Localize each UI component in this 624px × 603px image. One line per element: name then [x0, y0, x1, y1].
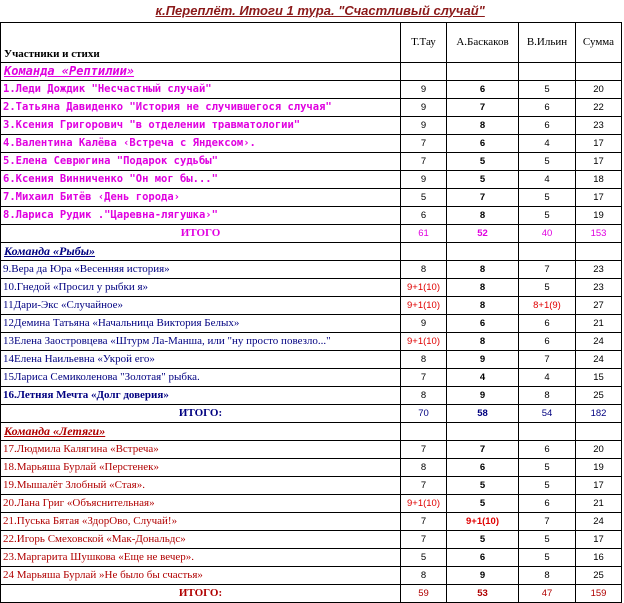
score-cell-c[interactable]: 8+1(9) — [519, 297, 576, 315]
table-row — [1, 333, 622, 351]
score-cell-b[interactable]: 5 — [447, 153, 519, 171]
table-row — [1, 315, 622, 333]
table-row — [1, 81, 622, 99]
table-row — [1, 477, 622, 495]
participant-cell[interactable]: 22.Игорь Смеховской «Мак-Дональдс» — [1, 531, 401, 549]
table-row — [1, 441, 622, 459]
score-cell-a[interactable]: 9+1(10) — [401, 333, 447, 351]
participant-cell[interactable]: 5.Елена Севрюгина "Подарок судьбы" — [1, 153, 401, 171]
total-cell-c[interactable]: 47 — [519, 585, 576, 603]
score-cell-c[interactable]: 8 — [519, 567, 576, 585]
sheet-title: к.Переплёт. Итоги 1 тура. "Счастливый случай" — [155, 2, 485, 18]
score-cell-c[interactable]: 5 — [519, 153, 576, 171]
score-cell-s[interactable]: 17 — [576, 531, 622, 549]
score-cell-s[interactable]: 19 — [576, 459, 622, 477]
table-row — [1, 387, 622, 405]
score-cell-a[interactable]: 8 — [401, 261, 447, 279]
score-cell-a[interactable]: 9 — [401, 171, 447, 189]
title-cell[interactable] — [1, 0, 622, 23]
score-cell-b[interactable]: 8 — [447, 279, 519, 297]
participant-cell[interactable]: 1.Леди Дождик "Несчастный случай" — [1, 81, 401, 99]
empty-cell[interactable] — [519, 63, 576, 81]
total-cell-s[interactable]: 182 — [576, 405, 622, 423]
score-cell-b[interactable]: 7 — [447, 441, 519, 459]
score-cell-c[interactable]: 6 — [519, 99, 576, 117]
score-cell-s[interactable]: 22 — [576, 99, 622, 117]
participant-cell[interactable]: 17.Людмила Калягина «Встреча» — [1, 441, 401, 459]
score-cell-a[interactable]: 9+1(10) — [401, 297, 447, 315]
empty-cell[interactable] — [401, 63, 447, 81]
total-cell-c[interactable]: 40 — [519, 225, 576, 243]
empty-cell[interactable] — [401, 243, 447, 261]
score-cell-a[interactable]: 9 — [401, 117, 447, 135]
total-label[interactable]: ИТОГО — [1, 225, 401, 243]
score-cell-b[interactable]: 7 — [447, 99, 519, 117]
score-cell-a[interactable]: 8 — [401, 351, 447, 369]
header-col-ilyin[interactable]: В.Ильин — [519, 23, 576, 63]
score-cell-b[interactable]: 8 — [447, 117, 519, 135]
participant-cell[interactable]: 8.Лариса Рудик ."Царевна-лягушка›" — [1, 207, 401, 225]
participant-cell[interactable]: 4.Валентина Калёва ‹Встреча с Яндексом›. — [1, 135, 401, 153]
score-cell-c[interactable]: 6 — [519, 441, 576, 459]
total-row — [1, 225, 622, 243]
total-label[interactable]: ИТОГО: — [1, 405, 401, 423]
total-cell-a[interactable]: 61 — [401, 225, 447, 243]
participant-cell[interactable]: 24 Марьяша Бурлай »Не было бы счастья» — [1, 567, 401, 585]
empty-cell[interactable] — [519, 243, 576, 261]
score-cell-b[interactable]: 9 — [447, 567, 519, 585]
score-cell-b[interactable]: 9 — [447, 351, 519, 369]
score-cell-b[interactable]: 4 — [447, 369, 519, 387]
score-cell-c[interactable]: 6 — [519, 315, 576, 333]
score-cell-s[interactable]: 17 — [576, 135, 622, 153]
score-cell-c[interactable]: 5 — [519, 279, 576, 297]
score-cell-a[interactable]: 7 — [401, 531, 447, 549]
participant-cell[interactable]: 3.Ксения Григорович "в отделении травматологии" — [1, 117, 401, 135]
score-cell-c[interactable]: 5 — [519, 531, 576, 549]
total-cell-b[interactable]: 53 — [447, 585, 519, 603]
empty-cell[interactable] — [576, 243, 622, 261]
score-cell-a[interactable]: 5 — [401, 189, 447, 207]
score-cell-a[interactable]: 8 — [401, 459, 447, 477]
score-cell-s[interactable]: 17 — [576, 189, 622, 207]
score-cell-s[interactable]: 17 — [576, 477, 622, 495]
empty-cell[interactable] — [519, 423, 576, 441]
score-cell-b[interactable]: 6 — [447, 81, 519, 99]
score-cell-s[interactable]: 25 — [576, 567, 622, 585]
empty-cell[interactable] — [576, 63, 622, 81]
participant-cell[interactable]: 19.Мышалёт Злобный «Стая». — [1, 477, 401, 495]
score-cell-s[interactable]: 16 — [576, 549, 622, 567]
total-cell-a[interactable]: 59 — [401, 585, 447, 603]
score-cell-c[interactable]: 6 — [519, 333, 576, 351]
score-cell-a[interactable]: 7 — [401, 441, 447, 459]
score-cell-c[interactable]: 6 — [519, 117, 576, 135]
score-cell-b[interactable]: 5 — [447, 171, 519, 189]
table-row — [1, 171, 622, 189]
table-row — [1, 567, 622, 585]
score-cell-b[interactable]: 5 — [447, 495, 519, 513]
empty-cell[interactable] — [447, 63, 519, 81]
score-cell-c[interactable]: 7 — [519, 261, 576, 279]
table-row — [1, 207, 622, 225]
total-cell-s[interactable]: 159 — [576, 585, 622, 603]
score-cell-s[interactable]: 24 — [576, 513, 622, 531]
score-cell-b[interactable]: 5 — [447, 477, 519, 495]
table-row — [1, 495, 622, 513]
score-cell-b[interactable]: 7 — [447, 189, 519, 207]
participant-cell[interactable]: 6.Ксения Винниченко "Он мог бы..." — [1, 171, 401, 189]
empty-cell[interactable] — [401, 423, 447, 441]
total-row — [1, 405, 622, 423]
header-col-sum[interactable]: Сумма — [576, 23, 622, 63]
score-cell-b[interactable]: 8 — [447, 333, 519, 351]
score-cell-c[interactable]: 5 — [519, 189, 576, 207]
score-cell-b[interactable]: 9+1(10) — [447, 513, 519, 531]
score-cell-s[interactable]: 24 — [576, 333, 622, 351]
participant-cell[interactable]: 23.Маргарита Шушкова «Еще не вечер». — [1, 549, 401, 567]
participant-cell[interactable]: 18.Марьяша Бурлай «Перстенек» — [1, 459, 401, 477]
empty-cell[interactable] — [447, 243, 519, 261]
score-cell-b[interactable]: 6 — [447, 135, 519, 153]
table-row — [1, 279, 622, 297]
table-row — [1, 513, 622, 531]
table-row — [1, 531, 622, 549]
score-cell-c[interactable]: 5 — [519, 459, 576, 477]
total-label[interactable]: ИТОГО: — [1, 585, 401, 603]
score-cell-a[interactable]: 7 — [401, 369, 447, 387]
team-name[interactable]: Команда «Рептилии» — [1, 63, 401, 81]
score-cell-c[interactable]: 5 — [519, 549, 576, 567]
header-col-baskakov[interactable]: А.Баскаков — [447, 23, 519, 63]
score-cell-c[interactable]: 5 — [519, 81, 576, 99]
empty-cell[interactable] — [447, 423, 519, 441]
score-cell-s[interactable]: 18 — [576, 171, 622, 189]
participant-cell[interactable]: 2.Татьяна Давиденко "История не случившегося случая" — [1, 99, 401, 117]
score-cell-s[interactable]: 20 — [576, 441, 622, 459]
team-header-row — [1, 423, 622, 441]
table-row — [1, 369, 622, 387]
table-row — [1, 549, 622, 567]
score-cell-c[interactable]: 5 — [519, 207, 576, 225]
score-cell-a[interactable]: 9 — [401, 315, 447, 333]
participant-cell[interactable]: 15Лариса Семиколенова "Золотая" рыбка. — [1, 369, 401, 387]
title-row — [1, 0, 622, 23]
score-cell-a[interactable]: 5 — [401, 549, 447, 567]
participant-cell[interactable]: 21.Пуська Бятая «ЗдорОво, Случай!» — [1, 513, 401, 531]
table-row — [1, 135, 622, 153]
score-cell-a[interactable]: 7 — [401, 477, 447, 495]
score-cell-a[interactable]: 7 — [401, 135, 447, 153]
participant-cell[interactable]: 9.Вера да Юра «Весенняя история» — [1, 261, 401, 279]
header-col-tau[interactable]: Т.Тау — [401, 23, 447, 63]
score-cell-b[interactable]: 9 — [447, 387, 519, 405]
score-cell-s[interactable]: 21 — [576, 315, 622, 333]
empty-cell[interactable] — [576, 423, 622, 441]
score-cell-s[interactable]: 21 — [576, 495, 622, 513]
total-cell-a[interactable]: 70 — [401, 405, 447, 423]
score-cell-s[interactable]: 23 — [576, 261, 622, 279]
score-cell-c[interactable]: 7 — [519, 513, 576, 531]
table-row — [1, 261, 622, 279]
score-cell-s[interactable]: 20 — [576, 81, 622, 99]
score-cell-a[interactable]: 8 — [401, 567, 447, 585]
score-cell-b[interactable]: 6 — [447, 459, 519, 477]
score-cell-a[interactable]: 6 — [401, 207, 447, 225]
score-cell-b[interactable]: 8 — [447, 297, 519, 315]
team-name[interactable]: Команда «Летяги» — [1, 423, 401, 441]
score-cell-b[interactable]: 6 — [447, 549, 519, 567]
score-cell-a[interactable]: 7 — [401, 513, 447, 531]
total-cell-c[interactable]: 54 — [519, 405, 576, 423]
table-row — [1, 117, 622, 135]
score-cell-b[interactable]: 8 — [447, 207, 519, 225]
score-cell-s[interactable]: 27 — [576, 297, 622, 315]
score-cell-a[interactable]: 9+1(10) — [401, 495, 447, 513]
total-cell-s[interactable]: 153 — [576, 225, 622, 243]
score-cell-c[interactable]: 4 — [519, 171, 576, 189]
score-cell-s[interactable]: 19 — [576, 207, 622, 225]
score-cell-s[interactable]: 23 — [576, 117, 622, 135]
score-cell-s[interactable]: 15 — [576, 369, 622, 387]
table-row — [1, 351, 622, 369]
score-cell-a[interactable]: 7 — [401, 153, 447, 171]
score-cell-a[interactable]: 9+1(10) — [401, 279, 447, 297]
table-row — [1, 99, 622, 117]
score-cell-a[interactable]: 9 — [401, 81, 447, 99]
score-cell-a[interactable]: 8 — [401, 387, 447, 405]
team-name[interactable]: Команда «Рыбы» — [1, 243, 401, 261]
team-header-row — [1, 63, 622, 81]
table-row — [1, 297, 622, 315]
score-cell-s[interactable]: 24 — [576, 351, 622, 369]
participant-cell[interactable]: 11Дари-Экс «Случайное» — [1, 297, 401, 315]
score-cell-b[interactable]: 5 — [447, 531, 519, 549]
participant-cell[interactable]: 20.Лана Григ «Объяснительная» — [1, 495, 401, 513]
score-cell-s[interactable]: 25 — [576, 387, 622, 405]
score-cell-s[interactable]: 23 — [576, 279, 622, 297]
score-cell-s[interactable]: 17 — [576, 153, 622, 171]
header-participants[interactable]: Участники и стихи — [1, 23, 401, 63]
score-cell-c[interactable]: 5 — [519, 477, 576, 495]
score-cell-c[interactable]: 4 — [519, 135, 576, 153]
score-cell-b[interactable]: 8 — [447, 261, 519, 279]
team-header-row — [1, 243, 622, 261]
score-cell-b[interactable]: 6 — [447, 315, 519, 333]
header-row — [1, 23, 622, 63]
participant-cell[interactable]: 16.Летняя Мечта «Долг доверия» — [1, 387, 401, 405]
table-row — [1, 189, 622, 207]
participant-cell[interactable]: 10.Гнедой «Просил у рыбки я» — [1, 279, 401, 297]
score-cell-a[interactable]: 9 — [401, 99, 447, 117]
participant-cell[interactable]: 13Елена Заостровцева «Штурм Ла-Манша, или "ну просто повезло..." — [1, 333, 401, 351]
total-row — [1, 585, 622, 603]
total-cell-b[interactable]: 58 — [447, 405, 519, 423]
score-cell-c[interactable]: 4 — [519, 369, 576, 387]
total-cell-b[interactable]: 52 — [447, 225, 519, 243]
table-row — [1, 459, 622, 477]
score-cell-c[interactable]: 7 — [519, 351, 576, 369]
participant-cell[interactable]: 7.Михаил Битёв ‹День города› — [1, 189, 401, 207]
participant-cell[interactable]: 12Демина Татьяна «Начальница Виктория Белых» — [1, 315, 401, 333]
table-row — [1, 153, 622, 171]
participant-cell[interactable]: 14Елена Наильевна «Укрой его» — [1, 351, 401, 369]
score-cell-c[interactable]: 8 — [519, 387, 576, 405]
score-cell-c[interactable]: 6 — [519, 495, 576, 513]
